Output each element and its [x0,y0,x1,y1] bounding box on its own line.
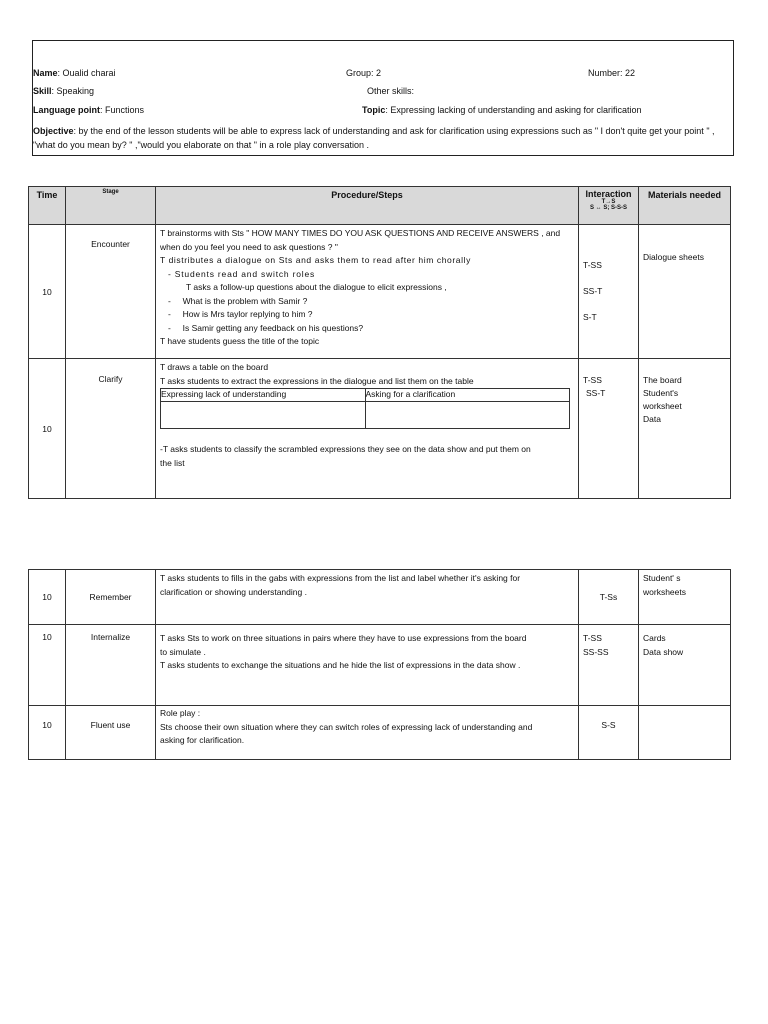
group-field: Group: 2 [346,68,382,78]
materials-cell: Cards Data show [639,625,731,706]
interaction-cell: T-SS SS-T S-T [579,225,639,359]
procedure-cell: T asks Sts to work on three situations in pairs where they have to use expressions from the board to simulate . T asks students to exchange the situations and he hide the list of expressions in the data show . [156,625,579,706]
time-cell: 10 [29,570,66,625]
time-cell: 10 [29,359,66,499]
procedure-header: Procedure/Steps [156,187,579,225]
procedure-cell: T draws a table on the board T asks students to extract the expressions in the dialogue and list them on the table Expressing lack of understanding Asking for a clarification -T asks students to classify the scrambled expressions they see on the data show and put them on the list [156,359,579,499]
procedure-cell: T asks students to fills in the gabs with expressions from the list and label whether it's asking for clarification or showing understanding . [156,570,579,625]
asking-clarification-cell [365,402,570,429]
other-skills-field: Other skills: [367,86,415,96]
stage-header: Stage [66,187,156,225]
materials-cell [639,706,731,760]
procedure-cell: Role play : Sts choose their own situation where they can switch roles of expressing lack of understanding and asking for clarification. [156,706,579,760]
materials-cell: Dialogue sheets [639,225,731,359]
stage-cell: Clarify [66,359,156,499]
stage-cell: Internalize [66,625,156,706]
time-header: Time [29,187,66,225]
interaction-header: Interaction T→S S ↔ S; S-S-S [579,187,639,225]
expressing-lack-cell [161,402,366,429]
interaction-cell: T-SS SS-T [579,359,639,499]
materials-cell: Student' s worksheets [639,570,731,625]
procedure-table-2 [28,569,731,760]
table-row [29,225,731,359]
interaction-cell: S-S [579,706,639,760]
expressing-lack-header: Expressing lack of understanding [161,389,366,402]
language-point-field: Language point: Functions [33,105,145,115]
stage-cell: Remember [66,570,156,625]
materials-cell: The board Student's worksheet Data [639,359,731,499]
procedure-table-1 [28,186,731,499]
lesson-header [32,40,734,156]
materials-header: Materials needed [639,187,731,225]
time-cell: 10 [29,225,66,359]
time-cell: 10 [29,625,66,706]
table-row [29,706,731,760]
number-field: Number: 22 [588,68,636,78]
interaction-cell: T-SS SS-SS [579,625,639,706]
table-row [29,625,731,706]
table-row [29,359,731,499]
topic-field: Topic: Expressing lacking of understanding and asking for clarification [362,105,642,115]
objective-field: Objective: by the end of the lesson students will be able to express lack of understanding and ask for clarification using expressions such as " I don't quite get your point " , "what do you mean by? " ,"would you elaborate on that " in a role play conversation . [33,126,715,150]
procedure-cell: T brainstorms with Sts " HOW MANY TIMES DO YOU ASK QUESTIONS AND RECEIVE ANSWERS , and when do you feel you need to ask questions ? " T distributes a dialogue on Sts and asks them to read after him chorally - Students read and switch roles T asks a follow-up questions about the dialogue to elicit expressions , - What is the problem with Samir ? - How is Mrs taylor replying to him ? - Is Samir getting any feedback on his questions? T have students guess the title of the topic [156,225,579,359]
stage-cell: Fluent use [66,706,156,760]
time-cell: 10 [29,706,66,760]
name-field: Name: Oualid charai [33,68,116,78]
skill-field: Skill: Speaking [33,86,95,96]
table-row [29,570,731,625]
table-header-row [29,187,731,225]
expressions-table [160,388,570,429]
interaction-cell: T-Ss [579,570,639,625]
stage-cell: Encounter [66,225,156,359]
asking-clarification-header: Asking for a clarification [365,389,570,402]
